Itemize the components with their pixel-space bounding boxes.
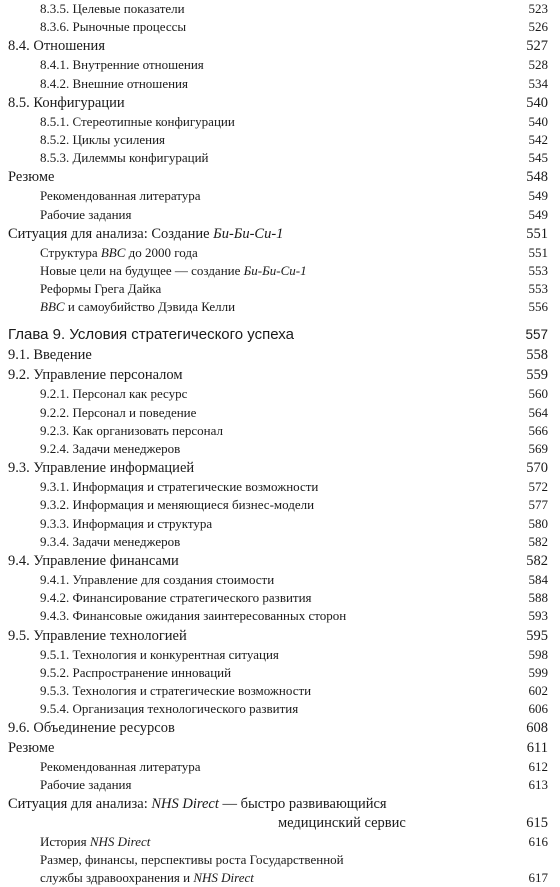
toc-entry-title: 9.3.1. Информация и стратегические возможности: [40, 479, 319, 495]
toc-entry-title: 8.3.6. Рыночные процессы: [40, 19, 187, 35]
toc-section-8: [8, 0, 548, 224]
toc-page-number: 570: [526, 460, 548, 477]
toc-entry: [8, 515, 548, 533]
toc-entry-title: 9.2.4. Задачи менеджеров: [40, 441, 181, 456]
toc-page-number: 542: [528, 131, 548, 147]
toc-page-number: 615: [526, 814, 548, 831]
toc-page-number: 545: [528, 150, 548, 166]
toc-entry-title: Реформы Грега Дайка: [40, 281, 162, 297]
toc-page-number: 549: [528, 206, 548, 222]
toc-entry-title: 9.5.3. Технология и стратегические возможности: [40, 682, 312, 698]
toc-page-number: 553: [528, 262, 548, 278]
toc-entry: [8, 607, 548, 625]
toc-entry: [8, 36, 548, 56]
toc-entry-title-line2: медицинский сервис: [278, 814, 406, 831]
toc-entry-italic: BBC: [40, 299, 65, 315]
toc-entry: [8, 280, 548, 298]
toc-entry-title: Новые цели на будущее — создание: [40, 262, 244, 278]
toc-page-number: 551: [528, 244, 548, 260]
toc-entry-italic: NHS Direct: [193, 870, 254, 886]
toc-entry: [8, 167, 548, 187]
toc-page-number: 566: [528, 422, 548, 438]
toc-entry-title: 9.2.1. Персонал как ресурс: [40, 386, 188, 402]
toc-entry-title: Размер, финансы, перспективы роста Государственной: [40, 851, 344, 867]
toc-page-number: 595: [526, 627, 548, 644]
toc-entry-title: 8.3.5. Целевые показатели: [40, 1, 185, 16]
toc-entry-title: 9.4.3. Финансовые ожидания заинтересованных сторон: [40, 608, 347, 624]
toc-entry-title: 9.6. Объединение ресурсов: [8, 720, 175, 737]
toc-entry-italic: NHS Direct: [89, 833, 151, 849]
toc-page-number: 534: [528, 75, 548, 91]
toc-entry: [8, 551, 548, 571]
toc-case-bbc-items: [8, 244, 548, 317]
toc-page-number: 599: [528, 664, 548, 680]
toc-page-number: 577: [528, 497, 548, 513]
toc-page-number: 593: [528, 608, 548, 624]
toc-page-number: 608: [526, 720, 548, 737]
toc-entry-title: до 2000 года: [125, 244, 198, 260]
toc-entry-title: 9.4. Управление финансами: [8, 552, 179, 569]
toc-entry: [8, 776, 548, 794]
toc-entry: [8, 113, 548, 131]
toc-page-number: 584: [528, 571, 548, 587]
toc-page-number: 556: [528, 299, 548, 315]
toc-entry: [8, 589, 548, 607]
toc-page-number: 523: [528, 1, 548, 16]
toc-entry-title: 9.2.2. Персонал и поведение: [40, 404, 197, 420]
toc-entry: [8, 131, 548, 149]
toc-entry: [8, 345, 548, 365]
toc-entry: [8, 458, 548, 478]
toc-entry: [8, 404, 548, 422]
toc-page-number: 553: [528, 281, 548, 297]
toc-entry: [8, 18, 548, 36]
toc-entry-italic: BBC: [100, 244, 126, 260]
toc-page-number: 598: [528, 646, 548, 662]
toc-entry: [8, 0, 548, 18]
toc-page-number: 540: [526, 94, 548, 111]
toc-entry: [8, 440, 548, 458]
toc-entry-title: 9.5.2. Распространение инноваций: [40, 664, 232, 680]
toc-page-number: 548: [526, 169, 548, 186]
toc-page-number: 540: [528, 113, 548, 129]
toc-entry-title: 9.1. Введение: [8, 347, 92, 364]
toc-entry-title: 8.5.3. Дилеммы конфигураций: [40, 150, 209, 166]
toc-section-9: [8, 345, 548, 794]
toc-entry-title: 9.4.1. Управление для создания стоимости: [40, 571, 275, 587]
toc-entry: [8, 365, 548, 385]
toc-page-number: 549: [528, 188, 548, 204]
toc-page-number: 582: [528, 533, 548, 549]
toc-page-number: 588: [528, 590, 548, 606]
toc-entry-title: Ситуация для анализа:: [8, 795, 152, 812]
toc-chapter-9: [8, 325, 548, 345]
toc-page-number: 617: [528, 870, 548, 886]
toc-page-number: 527: [526, 38, 548, 55]
toc-page-number: 560: [528, 386, 548, 402]
toc-entry-italic: Би-Би-Си-1: [213, 225, 284, 242]
toc-page-number: 602: [528, 682, 548, 698]
toc-page-number: 526: [528, 19, 548, 35]
toc-page-number: 611: [526, 740, 548, 757]
toc-page-number: 558: [526, 347, 548, 364]
toc-entry-title: 9.3.4. Задачи менеджеров: [40, 533, 181, 549]
toc-entry-title: Рабочие задания: [40, 777, 132, 793]
toc-entry-title: 9.3.2. Информация и меняющиеся бизнес-модели: [40, 497, 315, 513]
toc-entry-title-cont: — быстро развивающийся: [218, 795, 387, 812]
toc-entry-title: Резюме: [8, 169, 55, 186]
toc-entry: [8, 93, 548, 113]
toc-entry-title: 9.2. Управление персоналом: [8, 367, 183, 384]
toc-entry: [8, 718, 548, 738]
toc-page-number: 572: [528, 479, 548, 495]
toc-entry: [8, 187, 548, 205]
toc-entry-title: 8.5.2. Циклы усиления: [40, 131, 166, 147]
toc-entry: [8, 149, 548, 167]
toc-case-bbc: [8, 224, 548, 244]
toc-page-number: 582: [526, 552, 548, 569]
toc-entry-title: Рабочие задания: [40, 206, 132, 222]
toc-entry-title: 9.4.2. Финансирование стратегического развития: [40, 590, 312, 606]
toc-entry-italic: Би-Би-Си-1: [243, 262, 307, 278]
toc-entry: [8, 646, 548, 664]
toc-entry: [8, 738, 548, 758]
toc-entry: [8, 56, 548, 74]
toc-entry-title: 9.5. Управление технологией: [8, 627, 187, 644]
toc-entry-title: 8.4. Отношения: [8, 38, 105, 55]
toc-entry: [8, 385, 548, 403]
toc-entry: [8, 664, 548, 682]
chapter-title: Глава 9. Условия стратегического успеха: [8, 326, 294, 344]
toc-entry: [8, 262, 548, 280]
toc-page-number: 569: [528, 441, 548, 456]
toc-entry: [8, 244, 548, 262]
toc-entry-title: Ситуация для анализа: Создание: [8, 225, 214, 242]
toc-page-number: 559: [526, 367, 548, 384]
toc-entry: [8, 478, 548, 496]
table-of-contents: [8, 0, 548, 887]
toc-page-number: 613: [528, 777, 548, 793]
toc-entry-title-line2: службы здравоохранения и: [40, 870, 194, 886]
toc-page-number: 557: [525, 327, 548, 343]
toc-entry-title: и самоубийство Дэвида Келли: [64, 299, 236, 315]
toc-entry-title: Рекомендованная литература: [40, 188, 201, 204]
toc-entry: [8, 206, 548, 224]
toc-entry: [8, 682, 548, 700]
toc-page-number: 616: [528, 833, 548, 849]
toc-entry-title: 9.5.1. Технология и конкурентная ситуация: [40, 646, 279, 662]
toc-entry: [8, 75, 548, 93]
toc-entry-title: 9.3. Управление информацией: [8, 460, 195, 477]
toc-entry-title: Рекомендованная литература: [40, 759, 201, 775]
toc-entry: [8, 833, 548, 851]
toc-page-number: 564: [528, 404, 548, 420]
toc-entry-title: Структура: [40, 244, 101, 260]
toc-entry: [8, 626, 548, 646]
toc-entry-title: 9.3.3. Информация и структура: [40, 515, 213, 531]
toc-entry: [8, 571, 548, 589]
toc-entry: [8, 700, 548, 718]
toc-page-number: 580: [528, 515, 548, 531]
toc-entry: [8, 851, 548, 887]
toc-entry: [8, 298, 548, 316]
toc-page-number: 606: [528, 701, 548, 717]
toc-page-number: 612: [528, 759, 548, 775]
toc-entry: [8, 422, 548, 440]
toc-entry-title: Резюме: [8, 740, 55, 757]
toc-entry: [8, 533, 548, 551]
toc-entry-italic: NHS Direct: [151, 795, 219, 812]
toc-entry-title: 8.4.1. Внутренние отношения: [40, 57, 204, 73]
toc-entry-title: 8.4.2. Внешние отношения: [40, 75, 188, 91]
toc-entry-title: 8.5.1. Стереотипные конфигурации: [40, 113, 235, 129]
toc-case-nhs: [8, 795, 548, 833]
toc-entry-title: 8.5. Конфигурации: [8, 94, 125, 111]
toc-entry: [8, 758, 548, 776]
toc-page-number: 528: [528, 57, 548, 73]
toc-entry-title: История: [40, 833, 90, 849]
toc-entry-title: 9.5.4. Организация технологического развития: [40, 701, 299, 717]
toc-page-number: 551: [526, 225, 548, 242]
toc-entry: [8, 496, 548, 514]
toc-entry-title: 9.2.3. Как организовать персонал: [40, 422, 223, 438]
